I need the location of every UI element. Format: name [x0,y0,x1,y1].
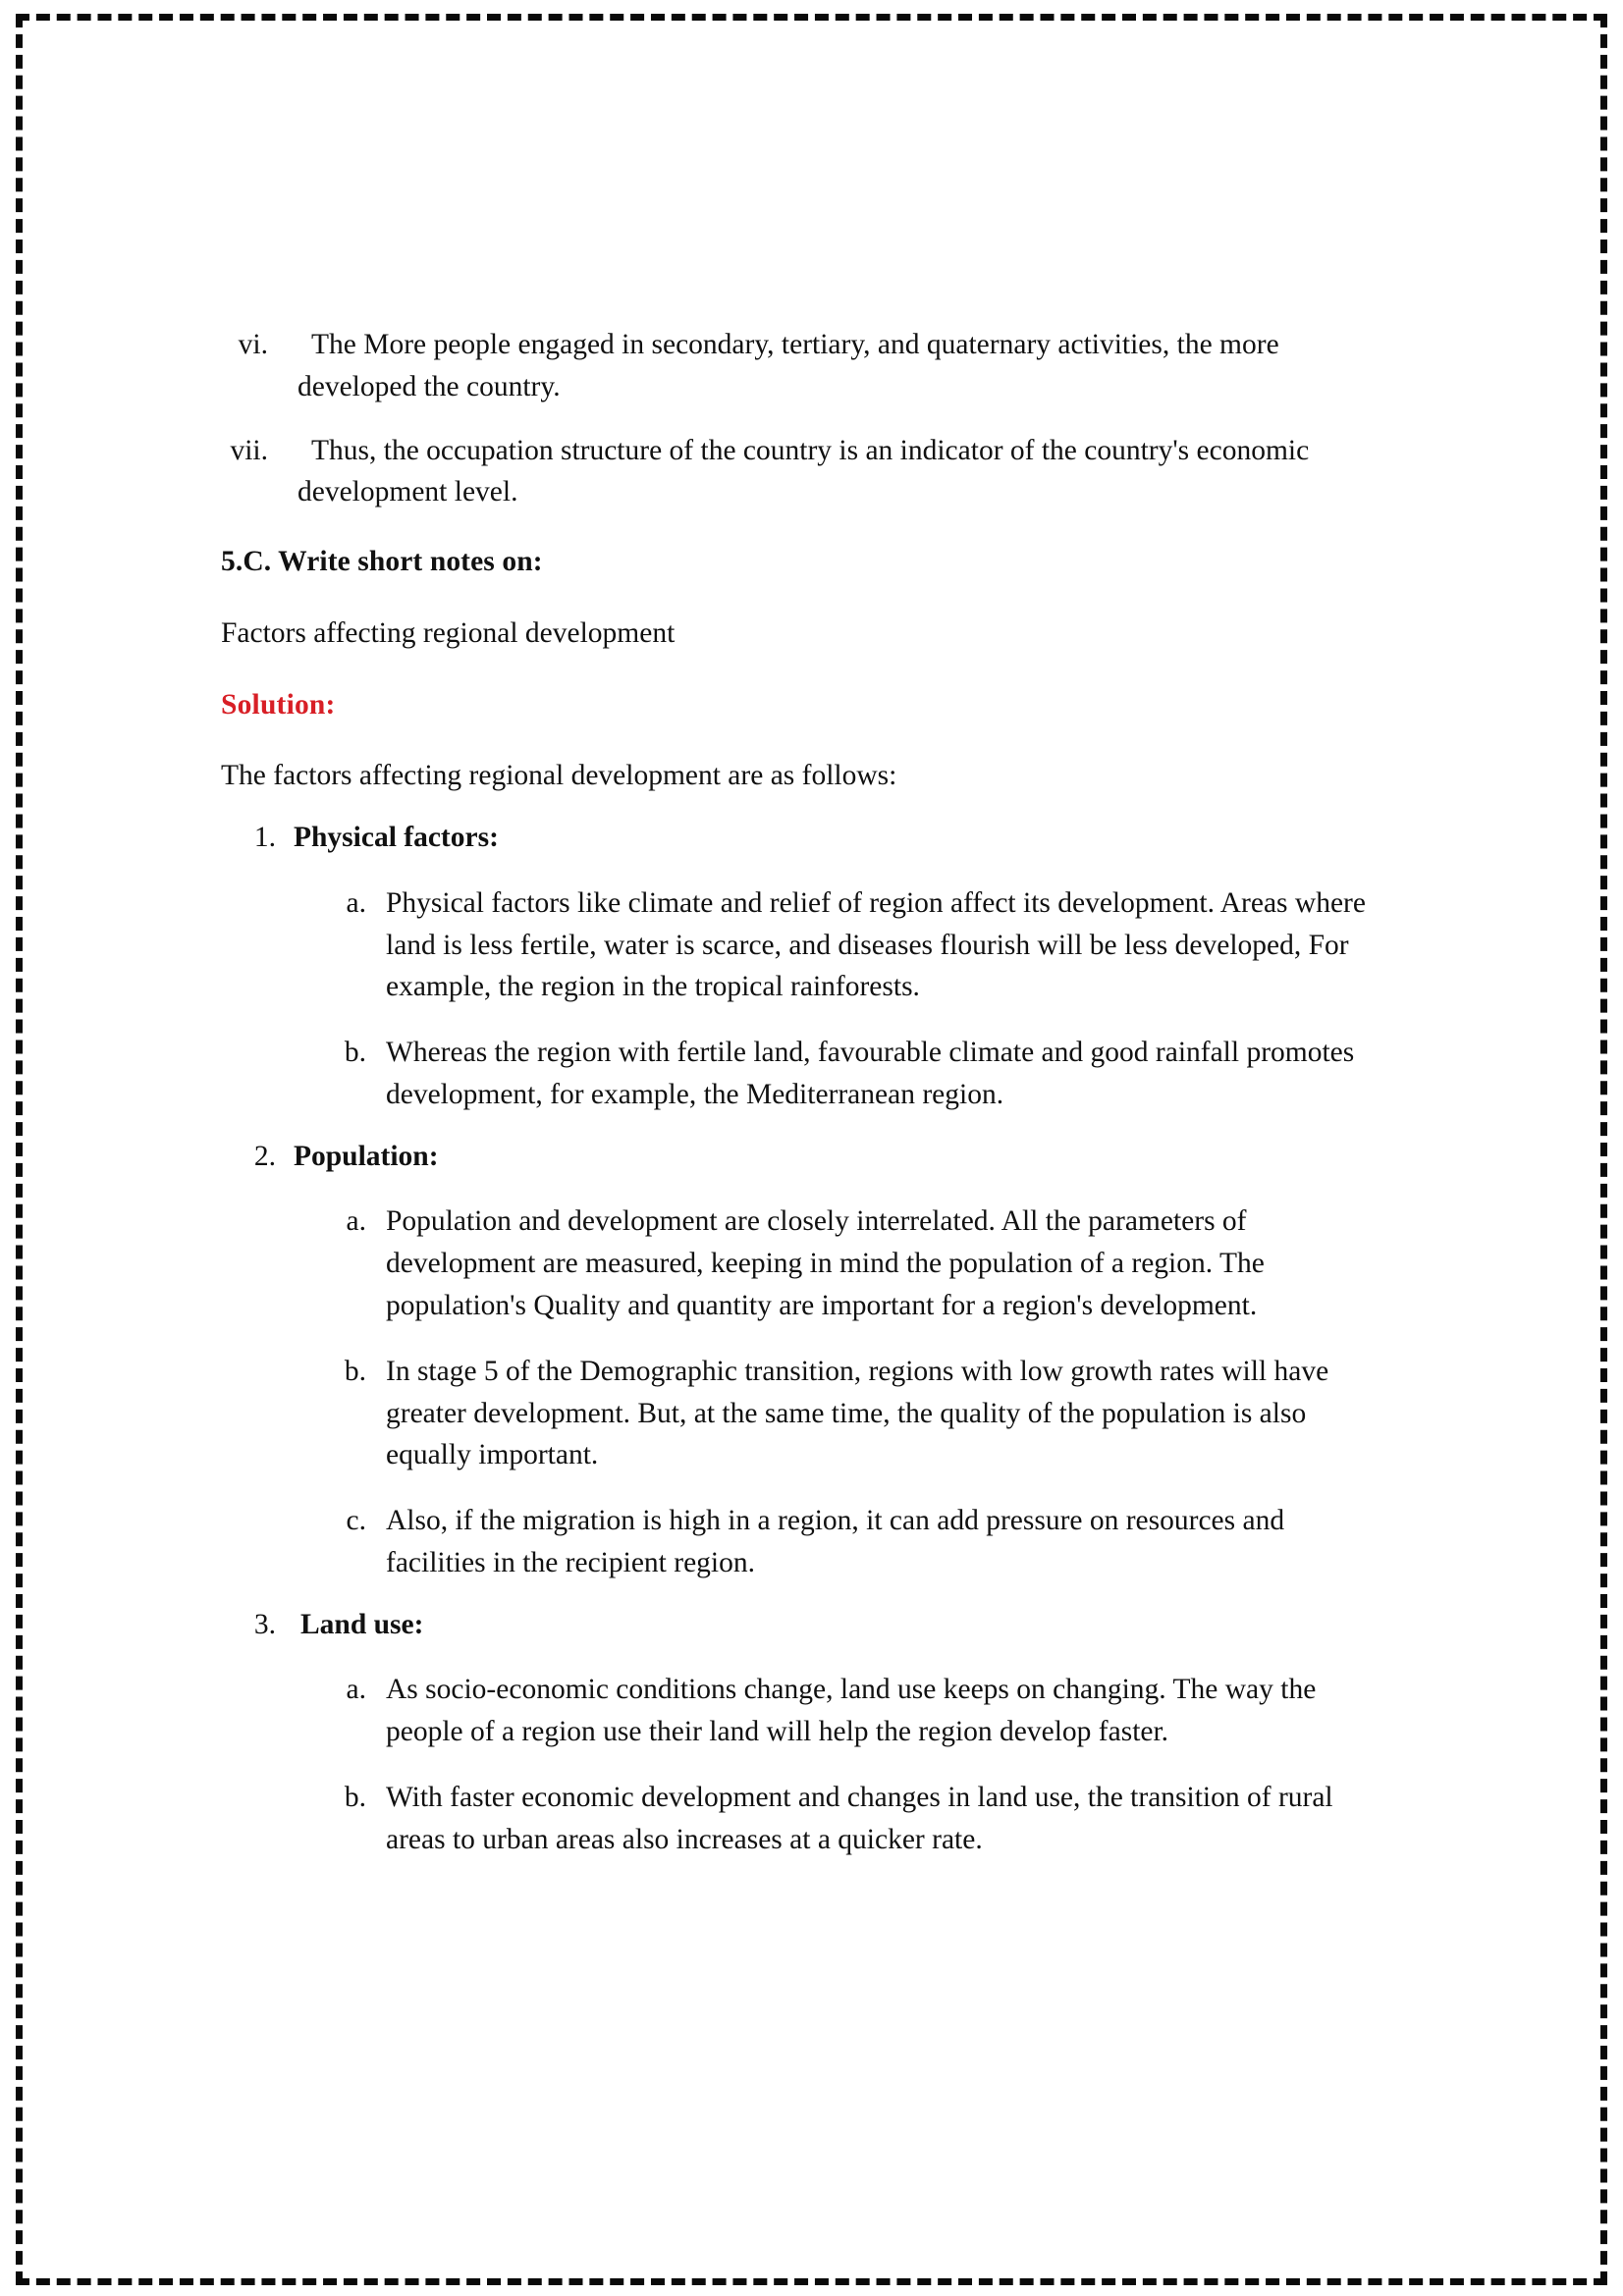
solution-intro-line: The factors affecting regional development are as follows: [221,760,897,792]
list-item [221,1032,1394,1116]
list-item-text: Physical factors like climate and relief of region affect its development. Areas where land is less fertile, water is scarce, and diseases flourish will be less developed, For example, the region in the tropical rainforests. [386,886,1366,1003]
roman-numeral-list [221,324,1394,513]
factor-section [221,1136,1394,1584]
factor-heading-row [221,1604,1394,1646]
list-item-text: As socio-economic conditions change, land use keeps on changing. The way the people of a region use their land will help the region develop faster. [386,1674,1317,1748]
list-marker: a. [346,1205,366,1238]
list-marker: b. [344,1355,366,1387]
factor-points-list [221,1669,1394,1860]
list-item-text: In stage 5 of the Demographic transition, regions with low growth rates will have greater development. But, at the same time, the quality of the population is also equally important. [386,1355,1329,1471]
list-item [221,324,1394,408]
list-marker: b. [344,1037,366,1069]
list-item-text: Population and development are closely interrelated. All the parameters of development are measured, keeping in mind the population of a region. The population's Quality and quantity are important for a region's development. [386,1205,1265,1322]
factor-marker: 3. [253,1608,276,1640]
list-item-text: Thus, the occupation structure of the country is an indicator of the country's economic development level. [298,434,1310,508]
factor-title: Population: [294,1140,439,1172]
factor-points-list [221,882,1394,1116]
list-item-text: The More people engaged in secondary, tertiary, and quaternary activities, the more developed the country. [298,329,1279,402]
list-item-text: Whereas the region with fertile land, favourable climate and good rainfall promotes development, for example, the Mediterranean region. [386,1037,1355,1110]
factor-section [221,1604,1394,1861]
list-item [221,882,1394,1008]
page-content [221,324,1394,1860]
list-marker: a. [346,1674,366,1706]
factor-marker: 2. [253,1140,276,1172]
solution-label: Solution: [221,688,336,721]
question-topic: Factors affecting regional development [221,616,676,649]
factor-heading-row [221,817,1394,859]
factors-numbered-list [221,817,1394,1860]
list-item [221,1669,1394,1753]
question-heading: 5.C. Write short notes on: [221,546,543,578]
factor-title: Land use: [300,1608,424,1640]
factor-marker: 1. [253,822,276,854]
list-item [221,1777,1394,1861]
factor-title: Physical factors: [294,822,499,854]
factor-heading-row [221,1136,1394,1178]
list-item-text: Also, if the migration is high in a region, it can add pressure on resources and facilities in the recipient region. [386,1505,1285,1578]
list-marker: c. [346,1505,366,1537]
factor-points-list [221,1201,1394,1583]
list-marker: b. [344,1781,366,1813]
list-marker: a. [346,886,366,919]
list-item [221,1500,1394,1584]
list-marker: vii. [230,434,268,466]
list-item [221,1201,1394,1326]
factor-section [221,817,1394,1116]
list-item-text: With faster economic development and changes in land use, the transition of rural areas to urban areas also increases at a quicker rate. [386,1781,1333,1855]
list-item [221,430,1394,514]
list-marker: vi. [238,329,268,360]
list-item [221,1351,1394,1476]
